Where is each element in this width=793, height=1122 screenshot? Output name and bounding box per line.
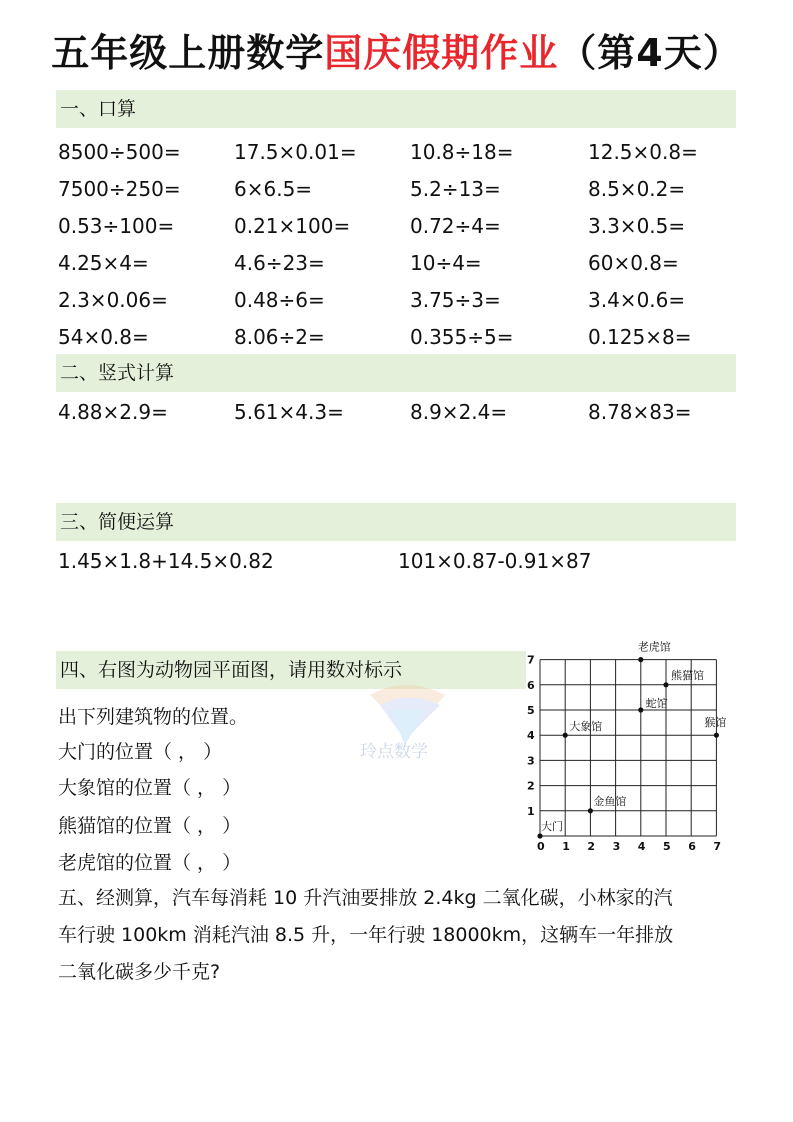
problem5-line3: 二氧化碳多少千克? <box>58 961 221 983</box>
y-tick-label: 4 <box>527 729 535 743</box>
oral-item: 3.75÷3= <box>410 288 501 312</box>
oral-item: 2.3×0.06= <box>58 288 168 312</box>
simple-row <box>58 549 758 579</box>
oral-item: 17.5×0.01= <box>234 140 357 164</box>
y-tick-label: 1 <box>527 804 535 818</box>
oral-item: 0.53÷100= <box>58 214 175 238</box>
x-tick-label: 5 <box>663 840 671 853</box>
oral-item: 0.21×100= <box>234 214 351 238</box>
zoo-question-panda: 熊猫馆的位置（ ， ） <box>58 815 242 837</box>
section-vertical-header: 二、竖式计算 <box>56 354 736 392</box>
x-tick-label: 2 <box>587 840 596 853</box>
map-label-panda: 熊猫馆 <box>671 668 704 682</box>
section-zoo-header: 四、右图为动物园平面图，请用数对标示 <box>56 651 526 689</box>
vertical-row <box>58 400 758 430</box>
y-tick-label: 2 <box>527 779 535 793</box>
map-point-monkey <box>714 733 719 738</box>
x-tick-label: 4 <box>637 840 646 853</box>
oral-item: 10÷4= <box>410 251 482 275</box>
oral-item: 8500÷500= <box>58 140 181 164</box>
problem5-line2: 车行驶 100km 消耗汽油 8.5 升，一年行驶 18000km，这辆车一年排放 <box>58 924 674 946</box>
oral-item: 4.25×4= <box>58 251 149 275</box>
oral-item: 0.48÷6= <box>234 288 325 312</box>
map-label-tiger: 老虎馆 <box>637 640 671 654</box>
y-tick-label: 7 <box>527 653 535 667</box>
problem5 <box>58 880 748 991</box>
oral-item: 0.72÷4= <box>410 214 501 238</box>
oral-item: 5.2÷13= <box>410 177 501 201</box>
map-label-gate: 大门 <box>541 820 563 833</box>
map-point-panda <box>663 682 668 687</box>
oral-row <box>58 140 758 170</box>
oral-item: 3.3×0.5= <box>588 214 686 238</box>
section-oral-header: 一、口算 <box>56 90 736 128</box>
x-tick-label: 0 <box>537 840 545 853</box>
title-part2: 国庆假期作业 <box>324 31 559 75</box>
oral-row <box>58 214 758 244</box>
zoo-question-gate: 大门的位置（ ， ） <box>58 741 223 763</box>
y-tick-label: 6 <box>527 678 535 692</box>
x-tick-label: 3 <box>612 840 621 853</box>
title-part1: 五年级上册数学 <box>51 31 325 75</box>
map-label-goldfish: 金鱼馆 <box>593 794 627 808</box>
y-tick-label: 5 <box>527 704 535 717</box>
oral-item: 4.6÷23= <box>234 251 325 275</box>
map-point-gate <box>537 833 542 838</box>
oral-item: 10.8÷18= <box>410 140 514 164</box>
zoo-question-tiger: 老虎馆的位置（ ， ） <box>58 852 242 874</box>
oral-item: 7500÷250= <box>58 177 181 201</box>
oral-item: 8.5×0.2= <box>588 177 686 201</box>
page-title <box>0 22 793 77</box>
oral-item: 8.06÷2= <box>234 325 325 349</box>
map-point-elephant <box>563 733 568 738</box>
oral-row <box>58 251 758 281</box>
zoo-intro: 出下列建筑物的位置。 <box>58 706 249 728</box>
vertical-item: 8.9×2.4= <box>410 400 508 424</box>
oral-row <box>58 177 758 207</box>
zoo-question-elephant: 大象馆的位置（ ， ） <box>58 777 242 799</box>
oral-item: 0.125×8= <box>588 325 692 349</box>
x-tick-label: 1 <box>562 840 570 853</box>
watermark-logo <box>350 675 460 765</box>
zoo-map <box>518 640 750 855</box>
simple-item: 101×0.87-0.91×87 <box>398 549 592 573</box>
vertical-item: 4.88×2.9= <box>58 400 168 424</box>
oral-row <box>58 288 758 318</box>
watermark-text: 玲点数学 <box>360 742 428 762</box>
title-part3: （第4天） <box>558 31 742 75</box>
oral-row <box>58 325 758 355</box>
vertical-item: 5.61×4.3= <box>234 400 344 424</box>
oral-item: 54×0.8= <box>58 325 149 349</box>
simple-item: 1.45×1.8+14.5×0.82 <box>58 549 274 573</box>
map-point-tiger <box>638 657 643 662</box>
vertical-item: 8.78×83= <box>588 400 692 424</box>
map-point-snake <box>638 707 643 712</box>
y-tick-label: 3 <box>527 754 535 768</box>
x-tick-label: 6 <box>688 840 696 853</box>
oral-item: 60×0.8= <box>588 251 679 275</box>
oral-item: 3.4×0.6= <box>588 288 686 312</box>
problem5-line1: 五、经测算，汽车每消耗 10 升汽油要排放 2.4kg 二氧化碳，小林家的汽 <box>58 887 673 909</box>
oral-item: 12.5×0.8= <box>588 140 698 164</box>
section-simple-header: 三、简便运算 <box>56 503 736 541</box>
map-label-elephant: 大象馆 <box>569 720 603 734</box>
map-point-goldfish <box>588 808 593 813</box>
oral-item: 6×6.5= <box>234 177 313 201</box>
map-label-snake: 蛇馆 <box>645 697 668 710</box>
x-tick-label: 7 <box>713 840 722 853</box>
map-label-monkey: 猴馆 <box>704 716 727 730</box>
oral-item: 0.355÷5= <box>410 325 514 349</box>
